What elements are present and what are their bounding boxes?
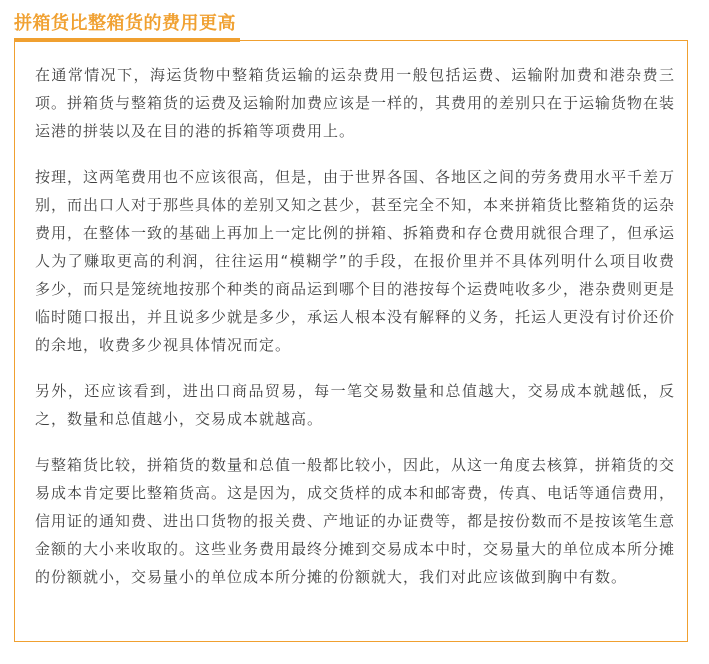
paragraph: 按理，这两笔费用也不应该很高，但是，由于世界各国、各地区之间的劳务费用水平千差万别，而出口人对于那些具体的差别又知之甚少，甚至完全不知，本来拼箱货比整箱货的运杂费用，在整体一致的基础上再加上一定比例的拼箱、拆箱费和存仓费用就很合理了，但承运人为了赚取更高的利润，往往运用“模糊学”的手段，在报价里并不具体列明什么项目收费多少，而只是笼统地按那个种类的商品运到哪个目的港按每个运费吨收多少，港杂费则更是临时随口报出，并且说多少就是多少，承运人根本没有解释的义务，托运人更没有讨价还价的余地，收费多少视具体情况而定。 [35,168,676,354]
article-box [14,40,688,642]
paragraph: 与整箱货比较，拼箱货的数量和总值一般都比较小，因此，从这一角度去核算，拼箱货的交易成本肯定要比整箱货高。这是因为，成交货样的成本和邮寄费，传真、电话等通信费用，信用证的通知费、进出口货物的报关费、产地证的办证费等，都是按份数而不是按该笔生意金额的大小来收取的。这些业务费用最终分摊到交易成本中时，交易量大的单位成本所分摊的份额就小，交易量小的单位成本所分摊的份额就大，我们对此应该做到胸中有数。 [35,456,676,586]
title-underline [14,38,240,42]
section-header [0,0,270,44]
paragraph: 在通常情况下，海运货物中整箱货运输的运杂费用一般包括运费、运输附加费和港杂费三项。拼箱货与整箱货的运费及运输附加费应该是一样的，其费用的差别只在于运输货物在装运港的拼装以及在目的港的拆箱等项费用上。 [35,66,676,140]
article-body [35,61,675,591]
paragraph: 另外，还应该看到，进出口商品贸易，每一笔交易数量和总值越大，交易成本就越低，反之，数量和总值越小，交易成本就越高。 [35,382,675,428]
section-title: 拼箱货比整箱货的费用更高 [14,13,236,34]
